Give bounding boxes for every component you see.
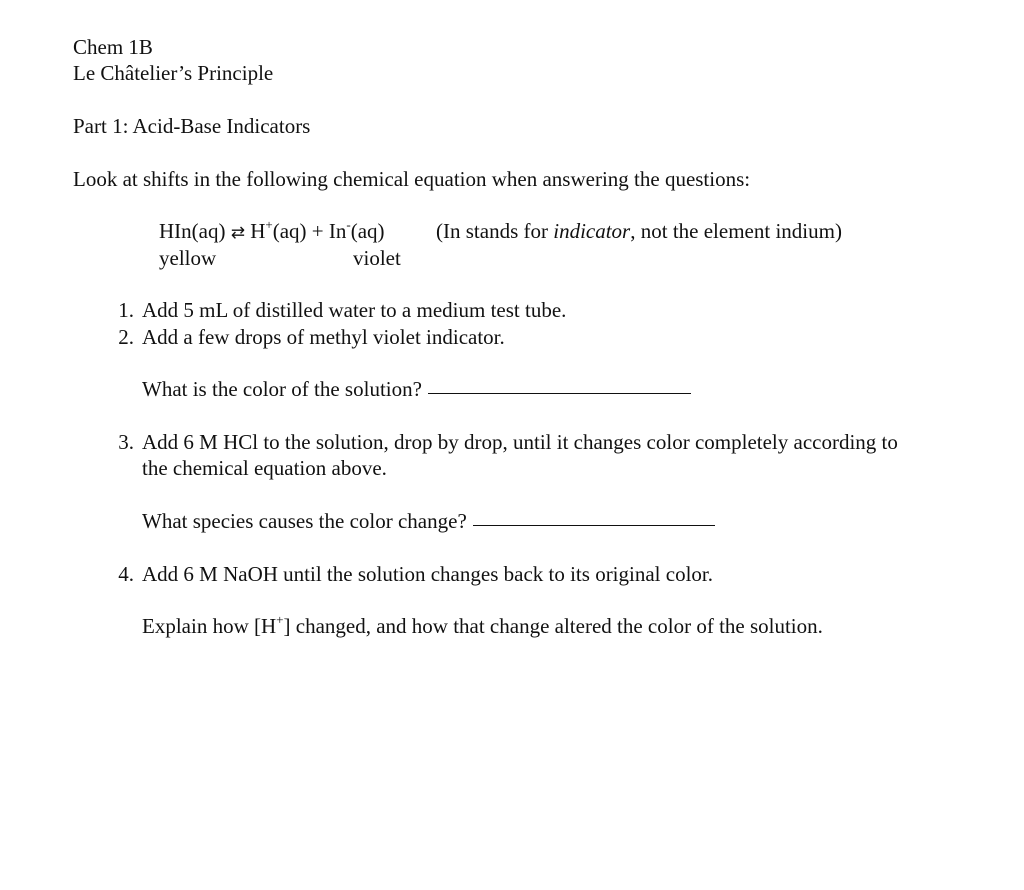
equation-reactant: HIn(aq) bbox=[159, 219, 226, 243]
document-title: Le Châtelier’s Principle bbox=[73, 61, 274, 85]
question-text: What is the color of the solution? bbox=[142, 377, 422, 401]
intro-text: Look at shifts in the following chemical equation when answering the questions: bbox=[73, 167, 751, 191]
equation-note: (In stands for indicator, not the element indium) bbox=[436, 219, 842, 243]
product-color-label: violet bbox=[353, 246, 401, 270]
question-text: What species causes the color change? bbox=[142, 509, 467, 533]
step-number: 4. bbox=[118, 562, 134, 586]
question-solution-color bbox=[142, 379, 691, 400]
step-number: 3. bbox=[118, 430, 134, 454]
step-text: Add 5 mL of distilled water to a medium test tube. bbox=[142, 298, 567, 322]
step-text: Add 6 M HCl to the solution, drop by drop, until it changes color completely according to bbox=[142, 430, 898, 454]
reactant-color-label: yellow bbox=[159, 246, 217, 270]
step-text: Add 6 M NaOH until the solution changes back to its original color. bbox=[142, 562, 713, 586]
answer-blank[interactable] bbox=[428, 393, 691, 394]
step-text-continued: the chemical equation above. bbox=[142, 456, 387, 480]
equilibrium-arrow-icon: ⇄ bbox=[230, 223, 245, 243]
list-item bbox=[118, 430, 898, 454]
step-number: 2. bbox=[118, 325, 134, 349]
question-species bbox=[142, 511, 715, 532]
equation-product-in: In-(aq) bbox=[328, 217, 385, 243]
step-text: Add a few drops of methyl violet indicator. bbox=[142, 325, 505, 349]
step-number: 1. bbox=[118, 298, 134, 322]
course-name: Chem 1B bbox=[73, 35, 153, 59]
list-item bbox=[118, 562, 713, 586]
chemical-equation bbox=[159, 217, 385, 243]
list-item bbox=[118, 325, 505, 349]
equation-product-h: H+(aq) + bbox=[250, 217, 329, 243]
list-item bbox=[118, 298, 567, 322]
answer-blank[interactable] bbox=[473, 525, 715, 526]
question-explain: Explain how [H+] changed, and how that change altered the color of the solution. bbox=[142, 612, 823, 638]
part-heading: Part 1: Acid-Base Indicators bbox=[73, 114, 311, 138]
